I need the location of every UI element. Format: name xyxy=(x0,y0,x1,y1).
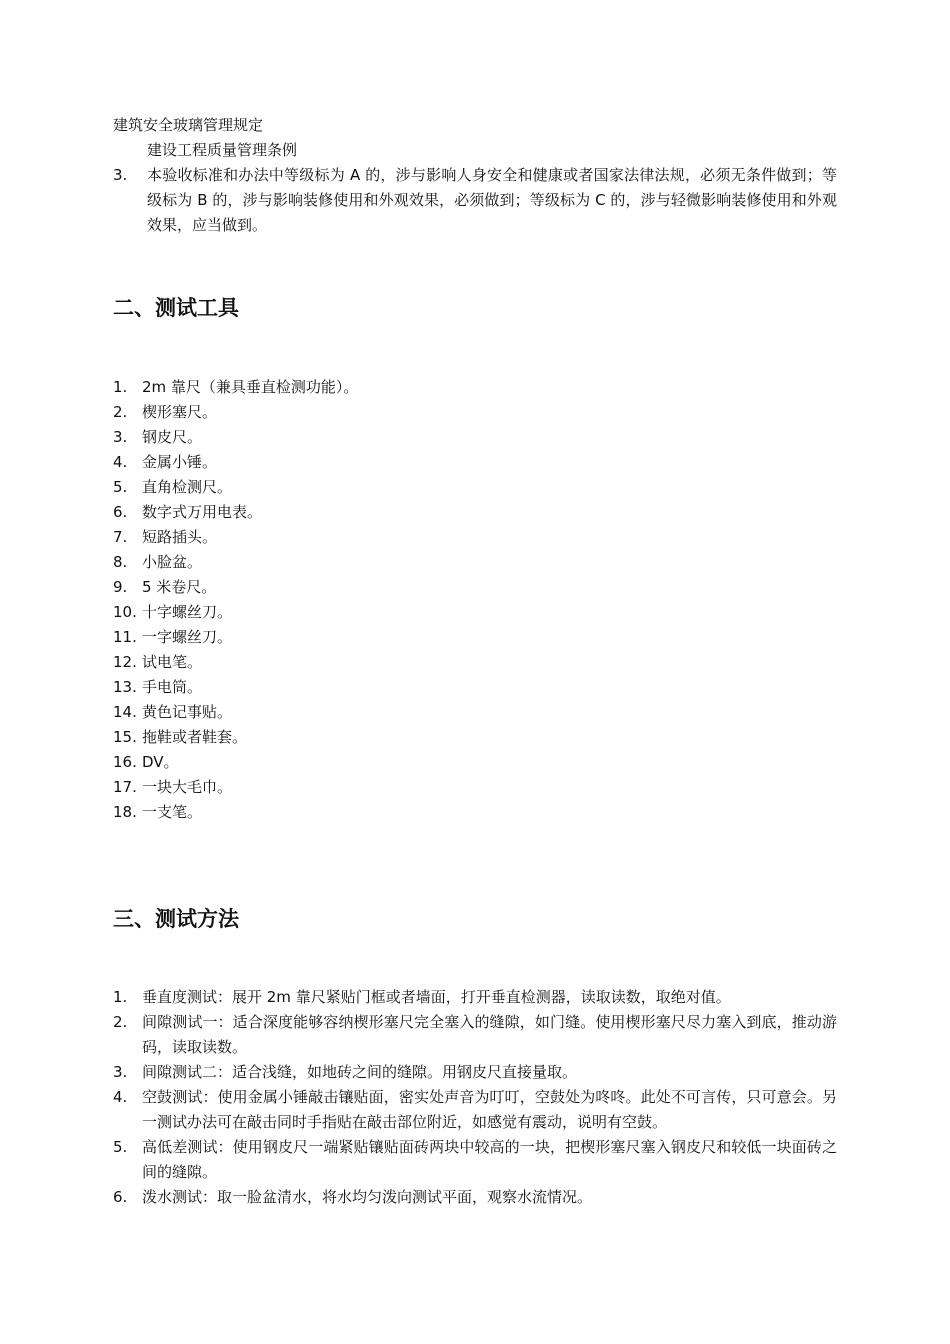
list-item-number: 1. xyxy=(113,378,128,396)
list-item-number: 14. xyxy=(113,703,137,721)
list-item-text: 空鼓测试：使用金属小锤敲击镶贴面，密实处声音为叮叮，空鼓处为咚咚。此处不可言传，只可意会。另一测试办法可在敲击同时手指贴在敲击部位附近，如感觉有震动，说明有空鼓。 xyxy=(142,1088,837,1131)
list-item-text: 手电筒。 xyxy=(142,678,203,696)
list-item-number: 5. xyxy=(113,1138,128,1156)
list-item-text: DV。 xyxy=(142,753,179,771)
list-item-number: 16. xyxy=(113,753,137,771)
list-item-text: 一块大毛巾。 xyxy=(142,778,233,796)
section-heading-tools: 二、测试工具 xyxy=(113,296,239,320)
intro-item-3-text: 本验收标准和办法中等级标为 A 的，涉与影响人身安全和健康或者国家法律法规，必须无条件做到；等级标为 B 的，涉与影响装修使用和外观效果，必须做到；等级标为 C 的，涉与轻微影响装修使用和外观效果，应当做到。 xyxy=(147,166,837,234)
list-item-number: 5. xyxy=(113,478,128,496)
list-item-text: 间隙测试二：适合浅缝，如地砖之间的缝隙。用钢皮尺直接量取。 xyxy=(142,1063,578,1081)
regulation-line-1: 建筑安全玻璃管理规定 xyxy=(113,116,264,134)
regulation-line-2: 建设工程质量管理条例 xyxy=(147,141,298,159)
list-item-text: 一支笔。 xyxy=(142,803,203,821)
list-item-number: 3. xyxy=(113,1063,128,1081)
list-item-text: 直角检测尺。 xyxy=(142,478,233,496)
list-item-text: 十字螺丝刀。 xyxy=(142,603,233,621)
list-item-text: 一字螺丝刀。 xyxy=(142,628,233,646)
list-item-number: 8. xyxy=(113,553,128,571)
list-item-number: 11. xyxy=(113,628,137,646)
list-item-number: 10. xyxy=(113,603,137,621)
list-item-text: 金属小锤。 xyxy=(142,453,218,471)
list-item-number: 1. xyxy=(113,988,128,1006)
list-item-text: 楔形塞尺。 xyxy=(142,403,218,421)
list-item-number: 13. xyxy=(113,678,137,696)
list-item-text: 拖鞋或者鞋套。 xyxy=(142,728,248,746)
list-item-text: 5 米卷尺。 xyxy=(142,578,217,596)
list-item-number: 3. xyxy=(113,428,128,446)
list-item-number: 4. xyxy=(113,1088,128,1106)
list-item-number: 9. xyxy=(113,578,128,596)
list-item-number: 12. xyxy=(113,653,137,671)
list-item-number: 6. xyxy=(113,1188,128,1206)
list-item-text: 数字式万用电表。 xyxy=(142,503,263,521)
list-item-text: 间隙测试一：适合深度能够容纳楔形塞尺完全塞入的缝隙，如门缝。使用楔形塞尺尽力塞入到底，推动游码，读取读数。 xyxy=(142,1013,837,1056)
list-item-text: 黄色记事贴。 xyxy=(142,703,233,721)
list-item-number: 2. xyxy=(113,1013,128,1031)
list-item-text: 2m 靠尺（兼具垂直检测功能）。 xyxy=(142,378,359,396)
list-item-number: 17. xyxy=(113,778,137,796)
list-item-text: 钢皮尺。 xyxy=(142,428,203,446)
list-item-text: 垂直度测试：展开 2m 靠尺紧贴门框或者墙面，打开垂直检测器，读取读数，取绝对值。 xyxy=(142,988,731,1006)
list-item-number: 18. xyxy=(113,803,137,821)
list-item-number: 4. xyxy=(113,453,128,471)
intro-item-3-number: 3. xyxy=(113,166,128,184)
list-item-text: 泼水测试：取一脸盆清水，将水均匀泼向测试平面，观察水流情况。 xyxy=(142,1188,593,1206)
list-item-text: 高低差测试：使用钢皮尺一端紧贴镶贴面砖两块中较高的一块，把楔形塞尺塞入钢皮尺和较低一块面砖之间的缝隙。 xyxy=(142,1138,837,1181)
list-item-text: 短路插头。 xyxy=(142,528,218,546)
list-item-number: 15. xyxy=(113,728,137,746)
list-item-number: 6. xyxy=(113,503,128,521)
list-item-number: 7. xyxy=(113,528,128,546)
list-item-number: 2. xyxy=(113,403,128,421)
section-heading-methods: 三、测试方法 xyxy=(113,907,239,931)
list-item-text: 小脸盆。 xyxy=(142,553,203,571)
list-item-text: 试电笔。 xyxy=(142,653,203,671)
